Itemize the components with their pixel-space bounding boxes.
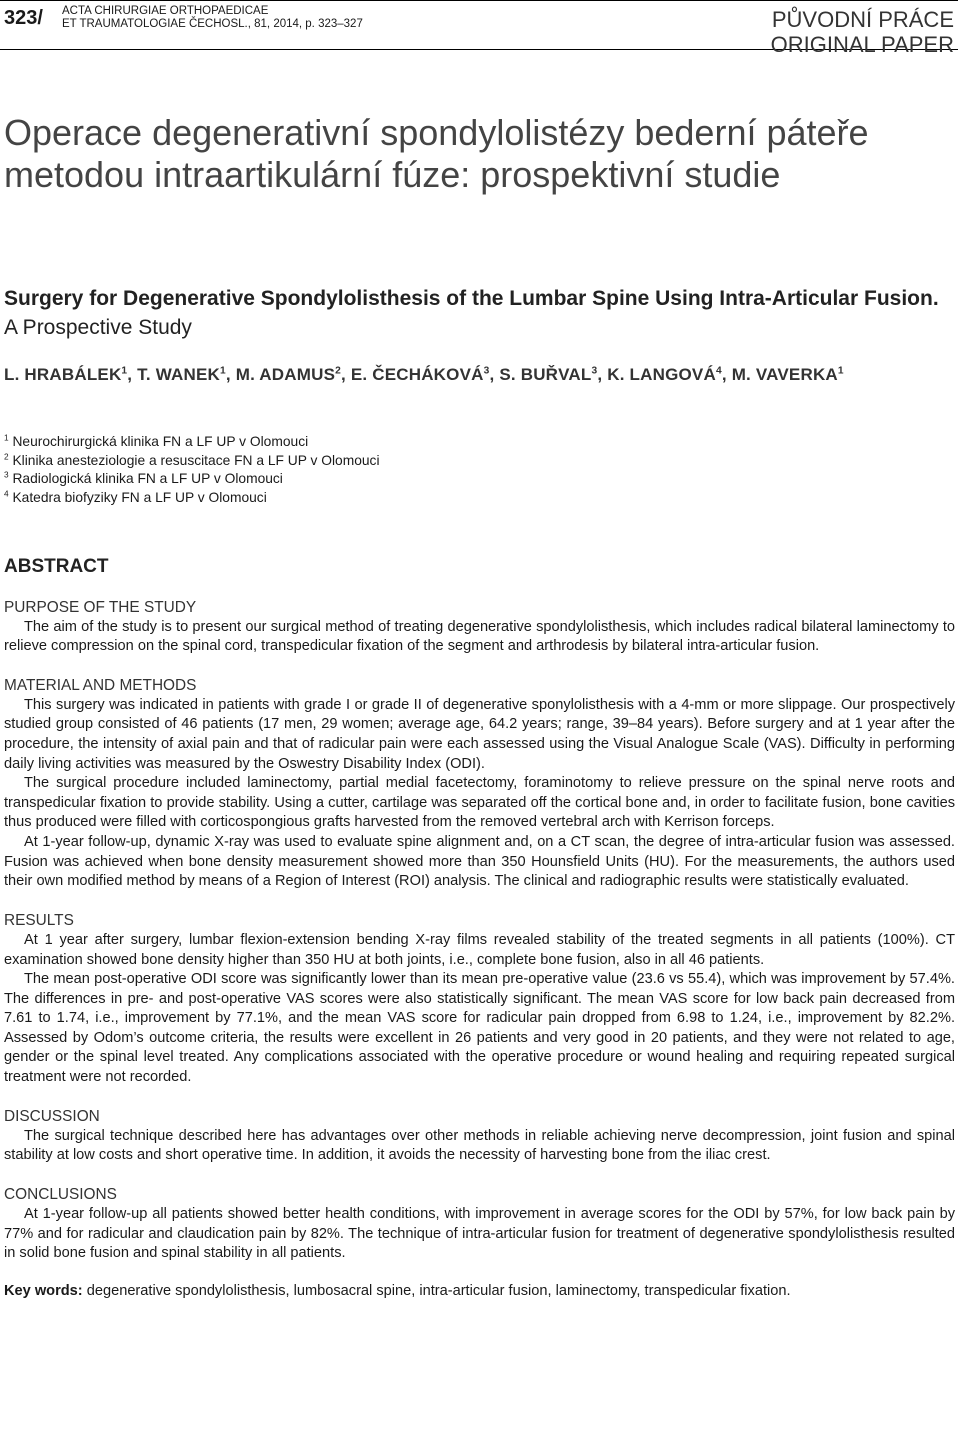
- affiliations: [4, 433, 380, 507]
- author-separator: ,: [340, 365, 351, 384]
- affiliation-item: [4, 433, 380, 452]
- section-paragraph: This surgery was indicated in patients with grade I or grade II of degenerative sponylolisthesis with a 4-mm or more slippage. Our prospectively studied group consisted of 46 patients (17 men, 29 women; average age, 64.2 years; range, 39–84 years). Before surgery and at 1 year after the procedure, the intensity of axial pain and that of radicular pain were each assessed using the Visual Analogue Scale (VAS). Difficulty in performing daily living activities was measured by the Oswestry Disability Index (ODI).: [4, 696, 955, 772]
- article-title: Operace degenerativní spondylolistézy bederní páteře metodou intraartikulární fúze: prospektivní studie: [4, 112, 869, 195]
- section-gap: [4, 1166, 955, 1186]
- author-separator: ,: [489, 365, 500, 384]
- author-list: [4, 361, 944, 389]
- author-name: T. WANEK: [137, 365, 220, 384]
- author-separator: ,: [127, 365, 138, 384]
- affiliation-number: 1: [4, 433, 9, 443]
- subtitle-tail: A Prospective Study: [4, 316, 192, 339]
- author-affiliation-mark: 3: [483, 365, 490, 377]
- section-heading: RESULTS: [4, 912, 74, 930]
- author-affiliation-mark: 1: [837, 365, 844, 377]
- journal-issue-line: ET TRAUMATOLOGIAE ČECHOSL., 81, 2014, p. 323–327: [62, 18, 363, 30]
- affiliation-text: Katedra biofyziky FN a LF UP v Olomouci: [12, 489, 267, 505]
- affiliation-item: [4, 489, 380, 508]
- affiliation-number: 4: [4, 488, 9, 498]
- author-name: L. HRABÁLEK: [4, 365, 122, 384]
- section-paragraph: At 1-year follow-up all patients showed better health conditions, with improvement in average scores for the ODI by 57%, for low back pain by 77% and for radicular and claudication pain by 82%. The technique of intra-articular fusion for treatment of degenerative spondylolisthesis resulted in solid bone fusion and spinal stability in all patients.: [4, 1206, 955, 1262]
- section-paragraph: The mean post-operative ODI score was significantly lower than its mean pre-operative value (23.6 vs 55.4), which was improvement by 57.4%. The differences in pre- and post-operative VAS scores were also statistically significant. The mean VAS score for low back pain decreased from 7.61 to 1.74, i.e., improvement by 77.1%, and the mean VAS score for radicular pain dropped from 6.98 to 1.24, i.e., improvement by 82.2%. Assessed by Odom’s outcome criteria, the results were excellent in 26 patients and very good in 20 patients, and they were not related to age, gender or the spinal level treated. Any complications associated with the operative procedure or wound healing and requiring repeated surgical treatment were not recorded.: [4, 971, 955, 1086]
- section-paragraph: At 1-year follow-up, dynamic X-ray was used to evaluate spine alignment and, on a CT scan, the degree of intra-articular fusion was assessed. Fusion was achieved when bone density measurement showed more than 350 Hounsfield Units (HU). For the measurements, the authors used their own modified method by means of a Region of Interest (ROI) analysis. The clinical and radiographic results were statistically evaluated.: [4, 834, 955, 890]
- section-paragraph: The aim of the study is to present our surgical method of treating degenerative spondylolisthesis, which includes radical bilateral laminectomy to relieve compression on the spinal cord, transpedicular fixation of the segment and arthrodesis by bilateral intra-articular fusion.: [4, 618, 955, 655]
- author-name: M. VAVERKA: [731, 365, 838, 384]
- author-name: K. LANGOVÁ: [607, 365, 716, 384]
- author-name: S. BUŘVAL: [499, 365, 592, 384]
- article-subtitle: [4, 284, 944, 342]
- article-type: [771, 7, 954, 57]
- section-heading: CONCLUSIONS: [4, 1186, 117, 1204]
- affiliation-number: 3: [4, 470, 9, 480]
- section-paragraph: At 1 year after surgery, lumbar flexion-extension bending X-ray films revealed stability of the treated segments in all patients (100%). CT examination showed bone density higher than 350 HU at both joints, i.e., complete bone fusion, also in all 46 patients.: [4, 931, 955, 968]
- journal-citation: [62, 5, 363, 31]
- affiliation-text: Radiologická klinika FN a LF UP v Olomouci: [12, 471, 283, 486]
- affiliation-text: Klinika anesteziologie a resuscitace FN a LF UP v Olomouci: [12, 452, 380, 468]
- author-name: E. ČECHÁKOVÁ: [350, 365, 484, 384]
- author-affiliation-mark: 1: [219, 365, 226, 377]
- author-separator: ,: [225, 365, 236, 384]
- abstract-body: [4, 598, 955, 1301]
- author-separator: ,: [721, 365, 732, 384]
- section-heading: PURPOSE OF THE STUDY: [4, 599, 197, 616]
- author-affiliation-mark: 4: [715, 365, 722, 377]
- affiliation-item: [4, 470, 380, 489]
- section-paragraph: The surgical technique described here has advantages over other methods in reliable achieving nerve decompression, joint fusion and spinal stability at low costs and short operative time. In addition, it avoids the necessity of harvesting bone from the iliac crest.: [4, 1127, 955, 1164]
- section-heading: DISCUSSION: [4, 1108, 100, 1126]
- author-affiliation-mark: 1: [121, 365, 128, 377]
- keywords: [4, 1282, 955, 1302]
- journal-name-line: ACTA CHIRURGIAE ORTHOPAEDICAE: [62, 5, 269, 17]
- subtitle-main: Surgery for Degenerative Spondylolisthesis of the Lumbar Spine Using Intra-Articular Fusion.: [4, 287, 939, 310]
- author-name: M. ADAMUS: [235, 365, 336, 384]
- section-paragraph: The surgical procedure included laminectomy, partial medial facetectomy, foraminotomy to relieve pressure on the spinal nerve roots and transpedicular fixation to provide stability. Using a cutter, cartilage was separated off the cortical bone and, in order to facilitate fusion, bone cavities thus produced were filled with corticospongious grafts harvested from the removed vertebral arch with Kerrison forceps.: [4, 775, 955, 831]
- affiliation-item: [4, 452, 380, 471]
- affiliation-text: Neurochirurgická klinika FN a LF UP v Olomouci: [12, 434, 309, 449]
- journal-header: [0, 0, 958, 57]
- section-gap: [4, 892, 955, 912]
- author-affiliation-mark: 2: [335, 365, 341, 377]
- section-heading: MATERIAL AND METHODS: [4, 677, 197, 695]
- article-type-cz: PŮVODNÍ PRÁCE: [771, 7, 954, 32]
- article-type-en: ORIGINAL PAPER: [770, 32, 954, 57]
- author-separator: ,: [597, 365, 608, 384]
- section-gap: [4, 1088, 955, 1108]
- author-affiliation-mark: 3: [591, 365, 598, 377]
- keywords-text: degenerative spondylolisthesis, lumbosacral spine, intra-articular fusion, laminectomy, transpedicular fixation.: [86, 1282, 791, 1299]
- abstract-heading: ABSTRACT: [4, 556, 109, 577]
- page-number: 323/: [4, 7, 43, 29]
- keywords-label: Key words:: [4, 1282, 83, 1299]
- section-gap: [4, 657, 955, 677]
- affiliation-number: 2: [4, 451, 9, 461]
